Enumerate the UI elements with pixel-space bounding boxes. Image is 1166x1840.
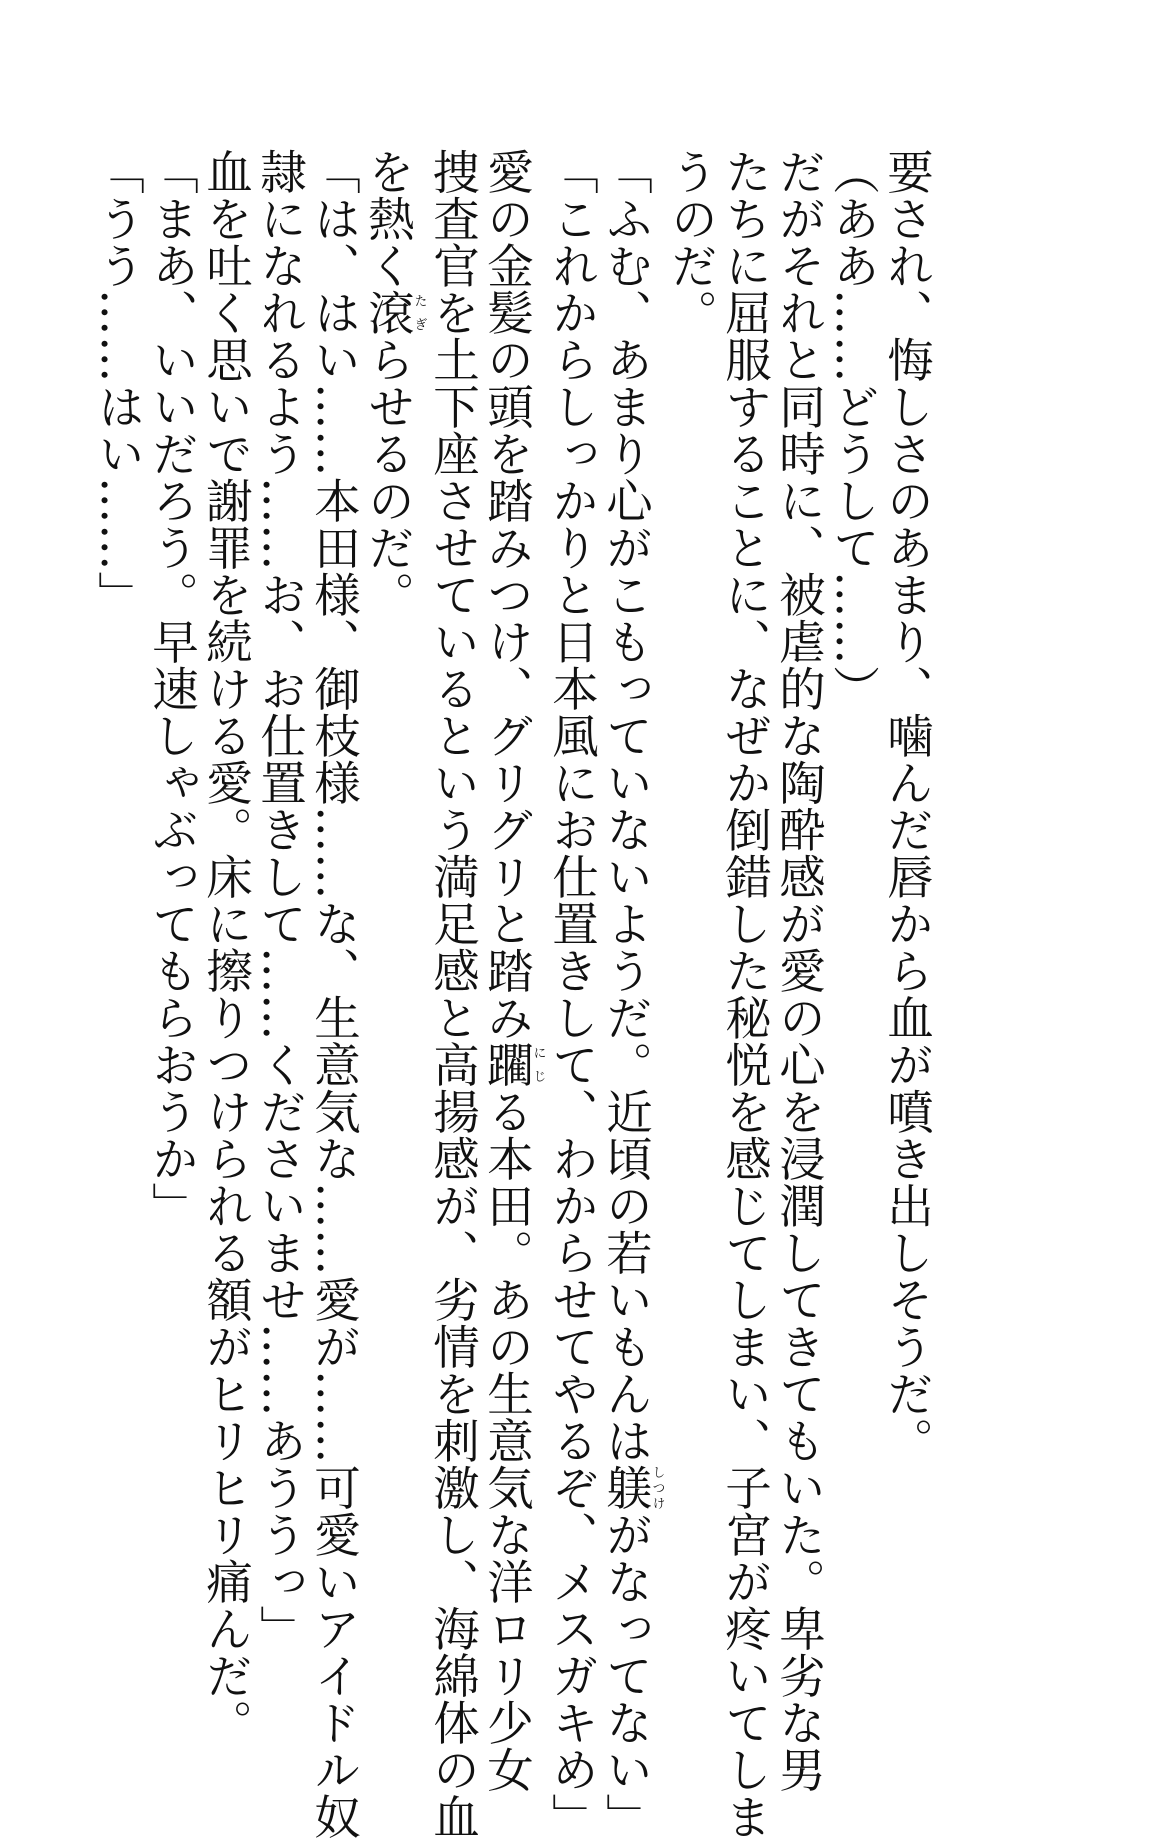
text-line-3: だがそれと同時に、被虐的な陶酔感が愛の心を浸潤してきてもいた。卑劣な男 — [772, 148, 826, 1793]
text-line-8 — [480, 148, 546, 1793]
text-line-8-head: 愛の金髪の頭を踏みつけ、グリグリと踏み — [480, 148, 534, 1041]
text-line-5: うのだ。 — [664, 148, 718, 336]
text-line-7: 「これからしっかりと日本風にお仕置きして、わからせてやるぞ、メスガキめ」 — [545, 148, 599, 1840]
ruby-shitsuke: 躾しつけ — [599, 1464, 665, 1511]
vertical-text-body — [91, 148, 934, 1840]
text-line-9: 捜査官を土下座させているという満足感と高揚感が、劣情を刺激し、海綿体の血 — [426, 148, 480, 1840]
text-line-12: 隷になれるよう……お、お仕置きして……くださいませ……あううっ」 — [253, 148, 307, 1652]
text-line-10 — [361, 148, 426, 1548]
ruby-taki: 滾たぎ — [361, 289, 427, 336]
text-line-8-tail: る本田。あの生意気な洋ロリ少女 — [480, 1088, 534, 1793]
text-line-10-tail: らせるのだ。 — [361, 336, 415, 618]
text-line-2: （ああ……どうして……） — [826, 148, 880, 712]
text-line-4: たちに屈服することに、なぜか倒錯した秘悦を感じてしまい、子宮が疼いてしま — [718, 148, 772, 1840]
text-line-14: 「まあ、いいだろう。早速しゃぶってもらおうか」 — [145, 148, 199, 1229]
text-line-6 — [599, 148, 665, 1840]
text-line-1: 要され、悔しさのあまり、噛んだ唇から血が噴き出しそうだ。 — [880, 148, 934, 1464]
ruby-shitsuke-reading: しつけ — [649, 1464, 665, 1511]
text-line-6-tail: がなってない」 — [599, 1511, 653, 1840]
text-line-10-head: を熱く — [361, 148, 415, 289]
text-line-6-head: 「ふむ、あまり心がこもっていないようだ。近頃の若いもんは — [599, 148, 653, 1464]
ruby-taki-reading: たぎ — [411, 289, 427, 336]
text-line-15: 「うう……はい……」 — [91, 148, 145, 618]
text-line-11: 「は、はい……本田様、御枝様……な、生意気な……愛が……可愛いアイドル奴 — [307, 148, 361, 1840]
ruby-niji: 躙にじ — [480, 1041, 546, 1088]
ruby-niji-reading: にじ — [530, 1041, 546, 1088]
text-line-13: 血を吐く思いで謝罪を続ける愛。床に擦りつけられる額がヒリヒリ痛んだ。 — [199, 148, 253, 1746]
